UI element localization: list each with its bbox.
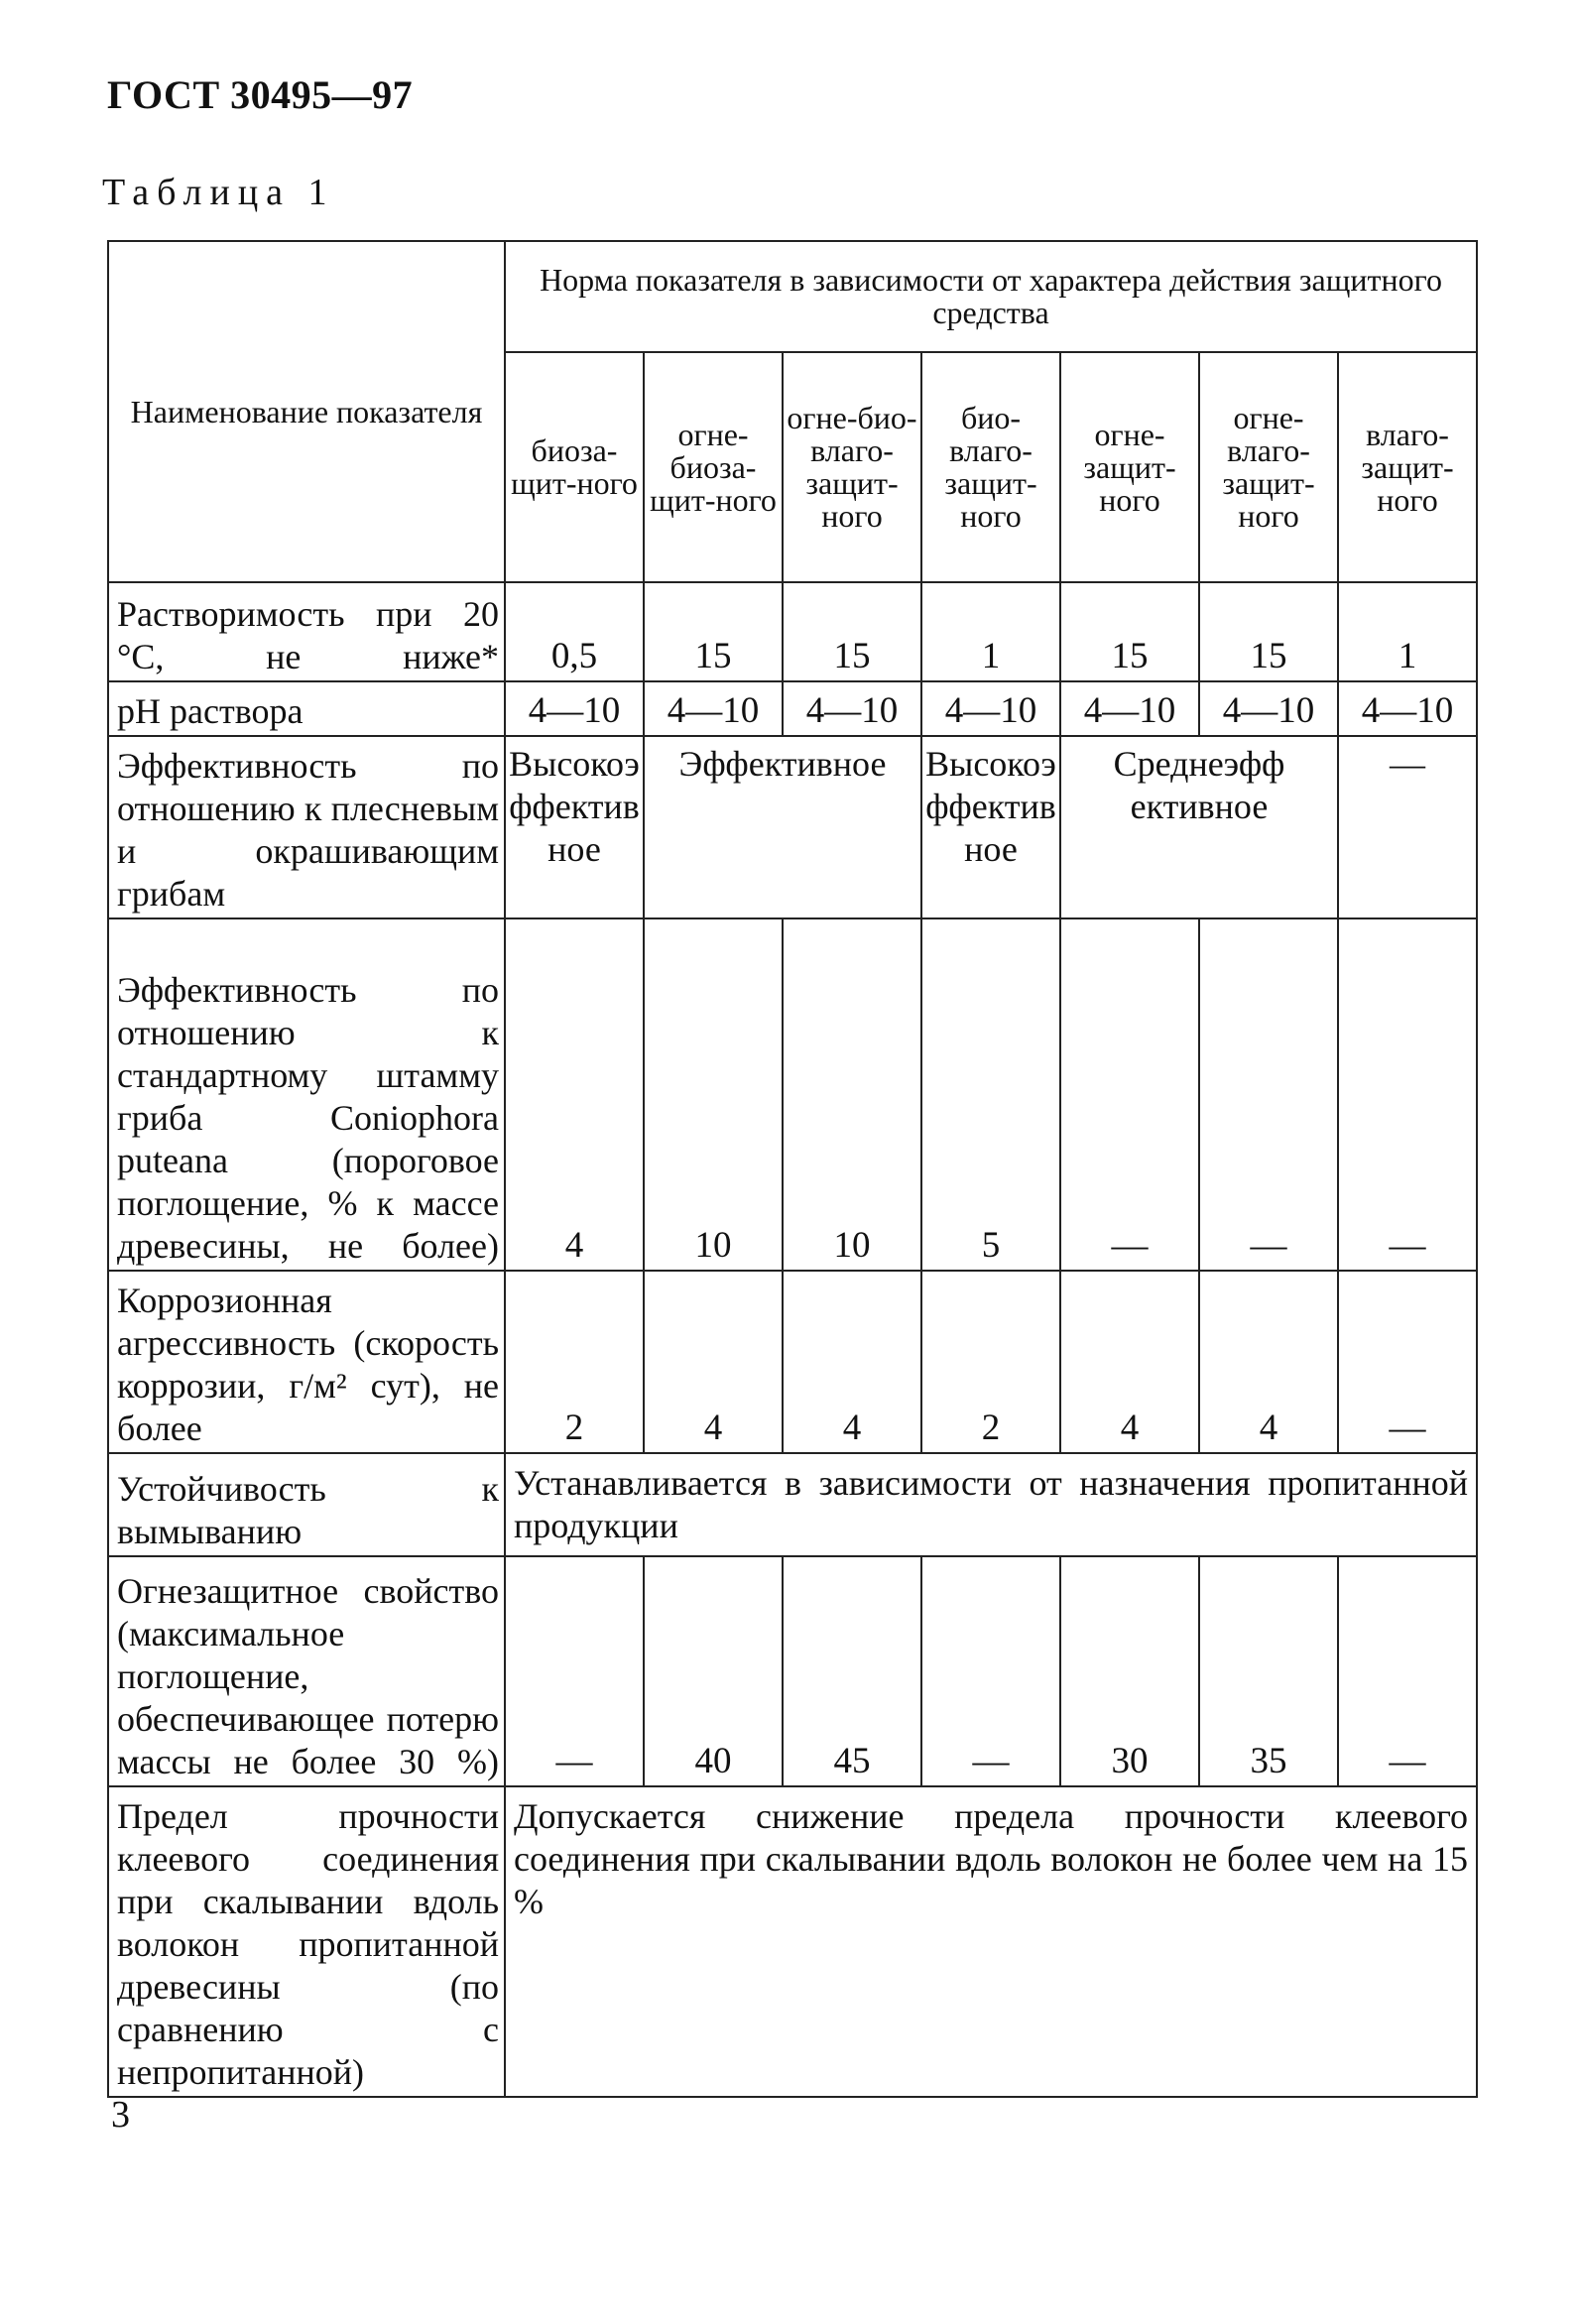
table-row	[108, 1453, 1477, 1556]
table-row	[108, 1786, 1477, 2097]
cell-value: —	[1338, 1271, 1477, 1453]
cell-value: 4	[1199, 1271, 1338, 1453]
cell-value: —	[1338, 1556, 1477, 1786]
cell-value: 15	[1199, 582, 1338, 681]
row-name: Устойчивость к вымыванию	[108, 1453, 505, 1556]
table-row	[108, 918, 1477, 1271]
cell-text-merged: Допускается снижение предела прочности клеевого соединения при скалывании вдоль волокон не более чем на 15 %	[505, 1786, 1477, 2097]
cell-value: Эффективное	[644, 736, 921, 918]
cell-value: —	[505, 1556, 644, 1786]
cell-value: 15	[644, 582, 783, 681]
table-row	[108, 681, 1477, 736]
cell-value: 4	[783, 1271, 921, 1453]
table-row	[108, 1271, 1477, 1453]
cell-value: —	[921, 1556, 1060, 1786]
column-header: огне-влаго-защит-ного	[1199, 352, 1338, 582]
name-column-header: Наименование показателя	[108, 241, 505, 582]
norm-group-header: Норма показателя в зависимости от характера действия защитного средства	[505, 241, 1477, 352]
cell-value: 4—10	[1199, 681, 1338, 736]
table-row	[108, 736, 1477, 918]
table-caption: Таблица 1	[102, 172, 335, 213]
row-name: Эффективность по отношению к плесневым и окрашивающим грибам	[108, 736, 505, 918]
cell-value: —	[1338, 736, 1477, 918]
document-code: ГОСТ 30495—97	[107, 72, 414, 117]
cell-value: 4—10	[783, 681, 921, 736]
cell-value: Среднеэффективное	[1060, 736, 1338, 918]
header-row-group	[108, 241, 1477, 352]
cell-value: 15	[1060, 582, 1199, 681]
cell-value: 15	[783, 582, 921, 681]
column-header: био-влаго-защит-ного	[921, 352, 1060, 582]
cell-value: 4	[1060, 1271, 1199, 1453]
cell-value: —	[1338, 918, 1477, 1271]
column-header: биоза-щит-ного	[505, 352, 644, 582]
column-header: огне-защит-ного	[1060, 352, 1199, 582]
cell-value: 30	[1060, 1556, 1199, 1786]
cell-value: 1	[1338, 582, 1477, 681]
cell-value: 4—10	[505, 681, 644, 736]
cell-value: Высокоэффективное	[505, 736, 644, 918]
cell-value: 4	[505, 918, 644, 1271]
row-name: Коррозионная агрессивность (скорость коррозии, г/м² сут), не более	[108, 1271, 505, 1453]
cell-value: 4—10	[644, 681, 783, 736]
column-header: огне-био-влаго-защит-ного	[783, 352, 921, 582]
cell-value: 2	[505, 1271, 644, 1453]
row-name: Эффективность по отношению к стандартному штамму гриба Coniophora puteana (пороговое поглощение, % к массе древесины, не более)	[108, 918, 505, 1271]
cell-value: 40	[644, 1556, 783, 1786]
cell-text-merged: Устанавливается в зависимости от назначения пропитанной продукции	[505, 1453, 1477, 1556]
cell-value: 4—10	[1338, 681, 1477, 736]
cell-value: 0,5	[505, 582, 644, 681]
row-name: pH раствора	[108, 681, 505, 736]
row-name: Предел прочности клеевого соединения при скалывании вдоль волокон пропитанной древесины (по сравнению с непропитанной)	[108, 1786, 505, 2097]
cell-value: 4—10	[921, 681, 1060, 736]
column-header: влаго-защит-ного	[1338, 352, 1477, 582]
page-number: 3	[111, 2094, 130, 2136]
cell-value: 5	[921, 918, 1060, 1271]
cell-value: Высокоэффективное	[921, 736, 1060, 918]
cell-value: 4	[644, 1271, 783, 1453]
cell-value: 2	[921, 1271, 1060, 1453]
cell-value: 4—10	[1060, 681, 1199, 736]
cell-value: 10	[783, 918, 921, 1271]
cell-value: 10	[644, 918, 783, 1271]
cell-value: —	[1199, 918, 1338, 1271]
cell-value: 35	[1199, 1556, 1338, 1786]
cell-value: —	[1060, 918, 1199, 1271]
requirements-table	[107, 240, 1478, 2098]
column-header: огне-биоза-щит-ного	[644, 352, 783, 582]
table-row	[108, 1556, 1477, 1786]
row-name: Растворимость при 20 °С, не ниже*	[108, 582, 505, 681]
cell-value: 1	[921, 582, 1060, 681]
cell-value: 45	[783, 1556, 921, 1786]
row-name: Огнезащитное свойство (максимальное поглощение, обеспечивающее потерю массы не более 30 %)	[108, 1556, 505, 1786]
table-row	[108, 582, 1477, 681]
